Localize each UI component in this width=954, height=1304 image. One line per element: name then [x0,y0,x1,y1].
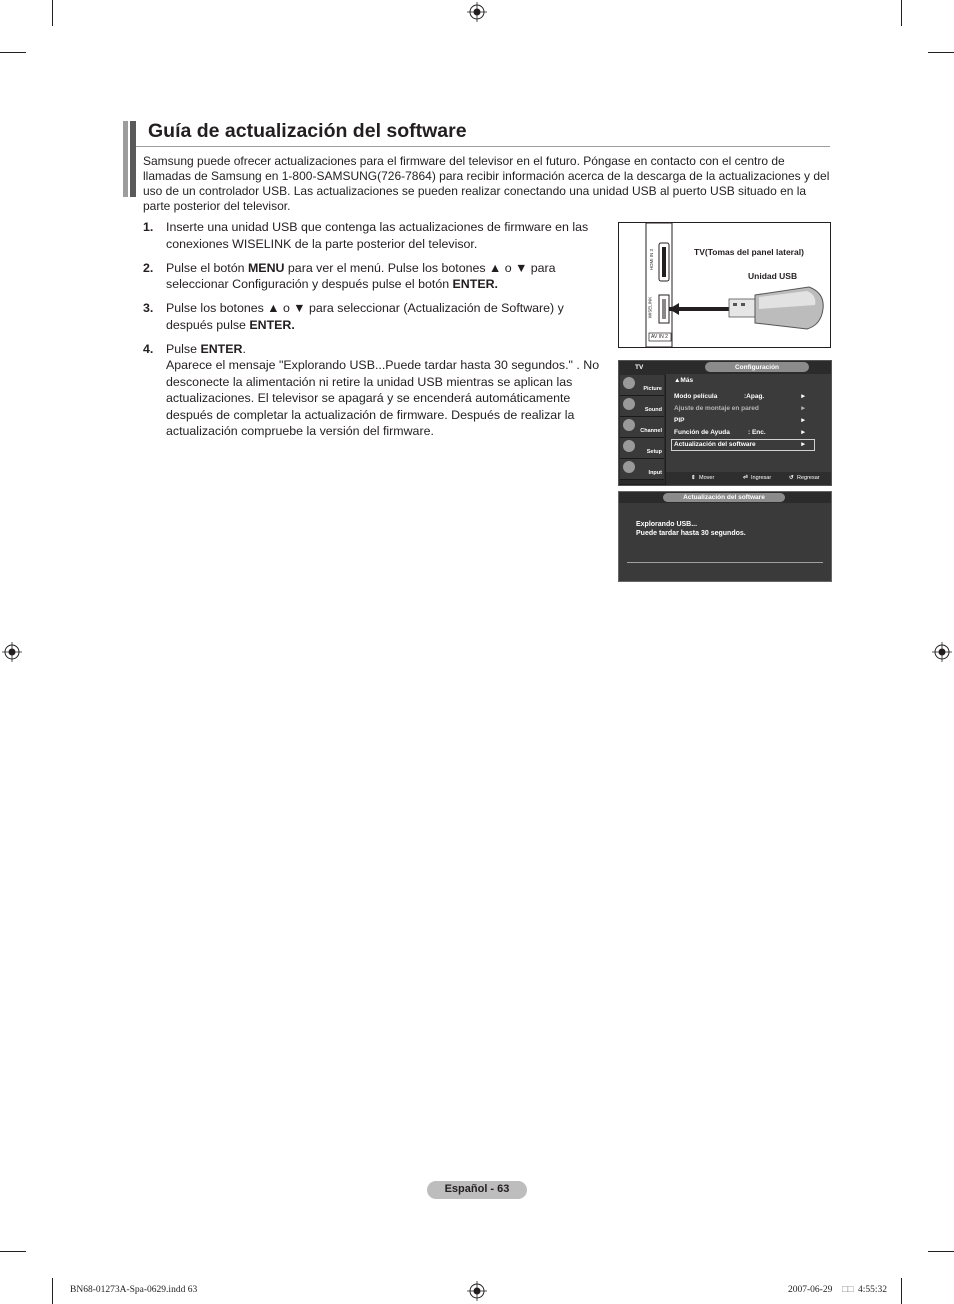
picture-icon [623,377,635,389]
enter-icon: ⏎ [743,475,748,481]
wiselink-port-label: WISELINK [647,296,653,319]
step-number: 1. [143,220,154,234]
arrow-right-icon: ► [800,393,807,400]
step-number: 3. [143,301,154,315]
crop-mark [901,1278,902,1304]
step-text: para ver el menú. Pulse los botones ▲ o ▼ para seleccionar Configuración y después pulse el botón [166,260,556,291]
menu-item-label[interactable]: Ajuste de montaje en pared [674,405,759,412]
step-number: 4. [143,341,154,356]
input-icon [623,461,635,473]
step-text: Aparece el mensaje "Explorando USB...Puede tardar hasta 30 segundos." . No desconecte la alimentación ni retire la unidad USB mientras se aplican las actualizaciones. El televisor se apagará y se encenderá automáticamente después de completar la actualización de firmware. Después de realizar la actualización compruebe la versión del firmware. [166,358,600,438]
return-icon: ↺ [789,475,794,481]
menu-item-label[interactable]: Modo película [674,393,718,400]
hint-return: Regresar [797,475,820,481]
update-status-line: Puede tardar hasta 30 segundos. [636,530,746,537]
menu-item-value: : Enc. [748,429,766,436]
page-number: Español - 63 [444,1183,510,1195]
software-update-screen [618,491,832,582]
crop-mark [0,1251,26,1252]
hdmi-port-label: HDMI IN 3 [649,248,655,271]
gear-icon [623,440,635,452]
step-item [143,219,605,252]
sidebar-item-setup[interactable] [620,438,664,459]
registration-mark-icon [467,1281,487,1301]
sidebar-label: Setup [646,449,662,455]
title-accent-bar [123,121,128,197]
menu-more[interactable]: ▲Más [674,377,694,384]
sound-icon [623,398,635,410]
page-title: Guía de actualización del software [148,120,467,142]
slug-filename: BN68-01273A-Spa-0629.indd 63 [70,1285,198,1295]
sidebar-label: Input [648,470,662,476]
tv-setup-menu [618,360,832,486]
menu-tv-label: TV [635,364,644,371]
crop-mark [52,1278,53,1304]
step-keyword: MENU [247,260,285,275]
step-text: Inserte una unidad USB que contenga las actualizaciones de firmware en las conexiones WISELINK de la parte posterior del televisor. [166,220,589,251]
sidebar-item-sound[interactable] [620,396,664,417]
crop-mark [0,52,26,53]
step-keyword: ENTER. [452,277,498,291]
registration-mark-icon [932,642,952,662]
arrow-right-icon: ► [800,417,807,424]
menu-item-label[interactable]: Función de Ayuda [674,429,730,436]
arrow-right-icon: ► [800,441,807,448]
slug-time: 4:55:32 [858,1285,888,1295]
menu-title: Configuración [734,364,780,371]
title-accent-bar [130,121,136,197]
slug-glyphs: □□ [842,1285,854,1295]
menu-item-label[interactable]: Actualización del software [674,441,756,448]
sidebar-label: Sound [644,407,662,413]
step-text: Pulse el botón [166,260,248,275]
tv-panel-label: TV(Tomas del panel lateral) [694,247,804,257]
av-port-label: AV IN 2 [651,334,668,340]
usb-connection-diagram [618,222,831,348]
hint-move: Mover [699,475,715,481]
crop-mark [928,1251,954,1252]
step-item [143,260,605,293]
step-item [143,341,605,440]
intro-paragraph: Samsung puede ofrecer actualizaciones para el firmware del televisor en el futuro. Póngase en contacto con el centro de llamadas de Samsung en 1-800-SAMSUNG(726-7864) para recibir información acerca de la descarga de la actualizaciones y del uso de un controlador USB. Las actualizaciones se pueden realizar conectando una unidad USB al puerto USB situado en la parte posterior del televisor. [143,154,830,213]
sidebar-item-picture[interactable] [620,375,664,396]
step-text: Pulse [166,341,201,356]
move-icon: ⇕ [691,475,696,481]
menu-item-value: :Apag. [744,393,765,400]
update-title: Actualización del software [683,494,765,501]
step-text: Pulse los botones ▲ o ▼ para seleccionar (Actualización de Software) y después pulse [166,301,564,332]
sidebar-label: Channel [640,428,662,434]
usb-drive-label: Unidad USB [748,271,798,281]
sidebar-label: Picture [643,386,662,392]
menu-item-label[interactable]: PIP [674,417,685,424]
step-keyword: ENTER. [249,317,295,332]
step-item [143,300,605,333]
update-status-line: Explorando USB... [636,521,698,528]
arrow-right-icon: ► [800,429,807,436]
crop-mark [928,52,954,53]
title-divider [136,146,830,147]
update-divider [627,562,823,563]
tv-side-panel-illustration [619,223,830,347]
registration-mark-icon [467,2,487,22]
arrow-right-icon: ► [800,405,807,412]
channel-icon [623,419,635,431]
step-text: . [242,341,246,356]
crop-mark [901,0,902,26]
step-keyword: ENTER [200,341,243,356]
hint-enter: Ingresar [751,475,772,481]
sidebar-item-input[interactable] [620,459,664,480]
crop-mark [52,0,53,26]
step-number: 2. [143,260,154,275]
sidebar-item-channel[interactable] [620,417,664,438]
slug-date: 2007-06-29 [788,1285,833,1295]
registration-mark-icon [2,642,22,662]
steps-list [143,219,605,447]
